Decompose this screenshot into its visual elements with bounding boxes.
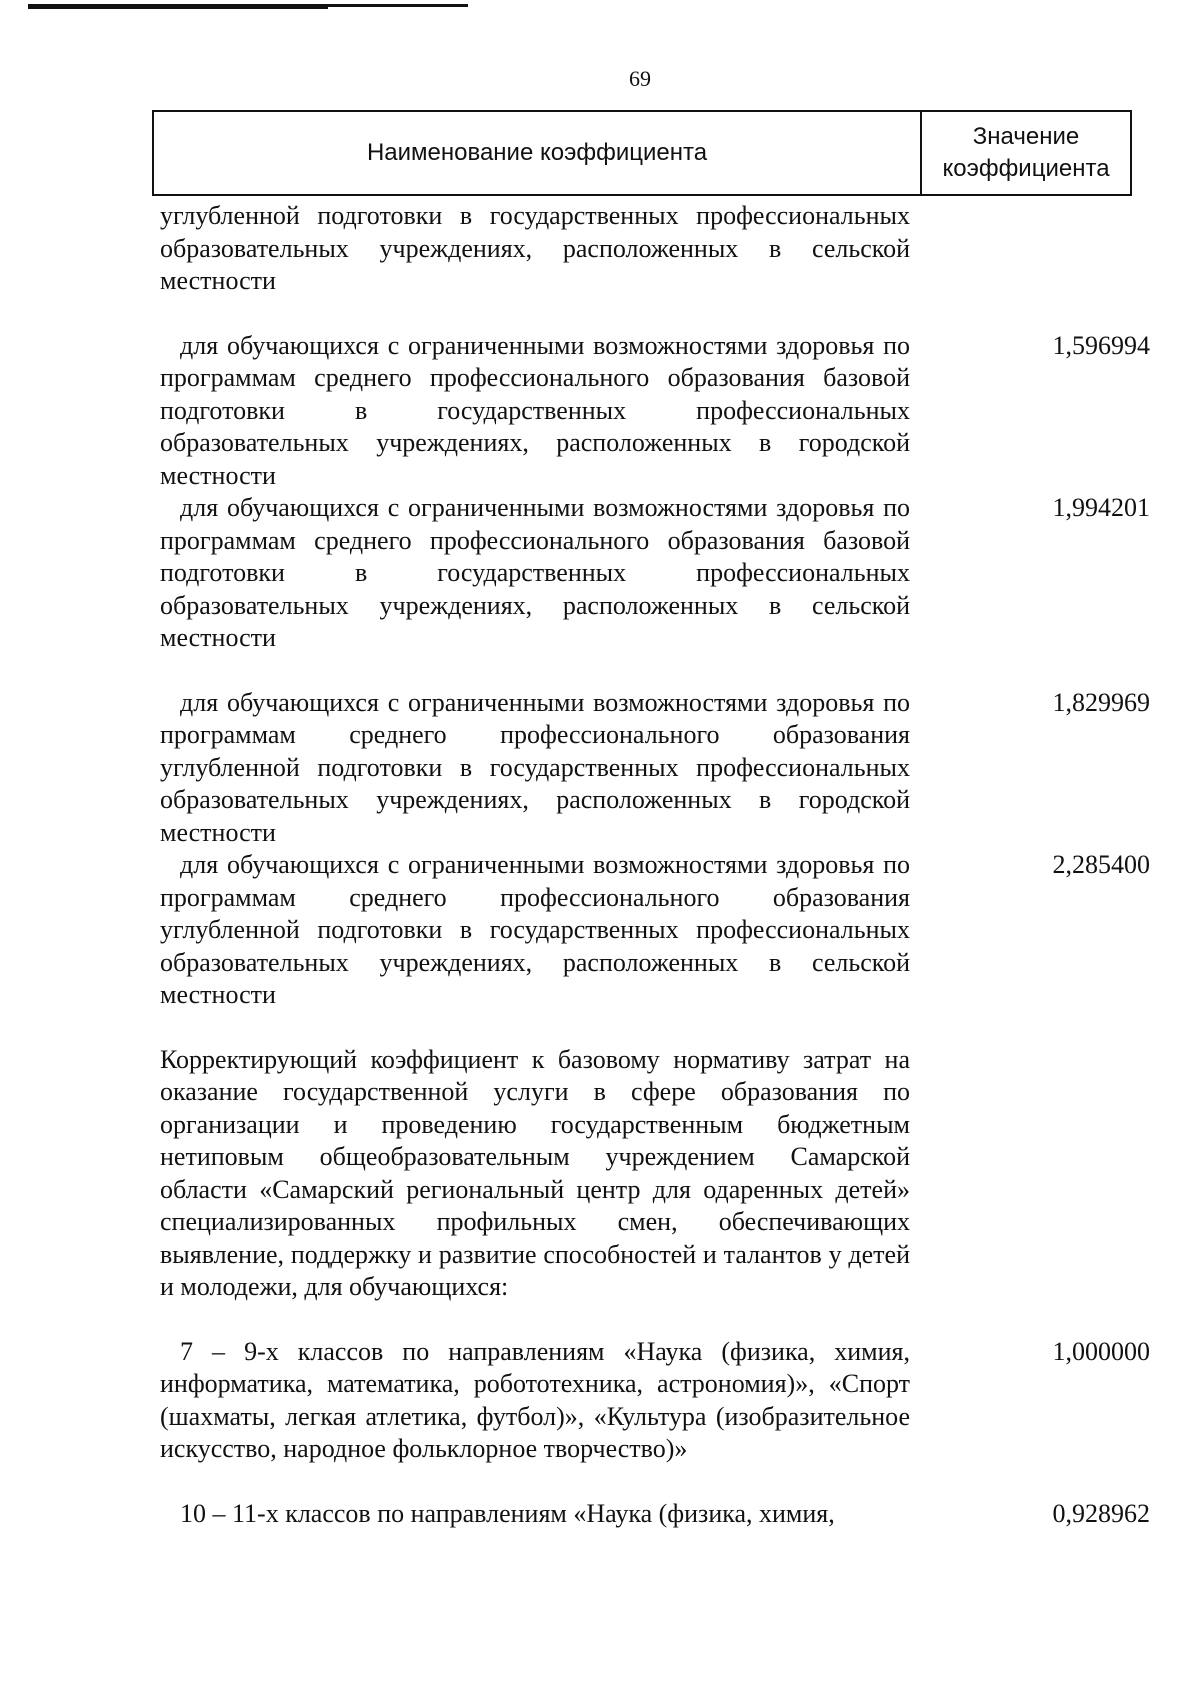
table-row <box>160 849 1160 1012</box>
row-value: 1,596994 <box>1052 330 1150 360</box>
row-value: 2,285400 <box>1052 850 1150 879</box>
table-row <box>160 1498 1160 1531</box>
row-value: 1,829969 <box>1052 687 1150 717</box>
header-value-column <box>922 112 1130 194</box>
section-paragraph: Корректирующий коэффициент к базовому нормативу затрат на оказание государственной услуги в сфере образования по организации и проведению государственным бюджетным нетиповым общеобразовательным учреждением Самарской области «Самарский региональный центр для одаренных детей» специализированных профильных смен, обеспечивающих выявление, поддержку и развитие способностей и талантов у детей и молодежи, для обучающихся: <box>160 1044 910 1301</box>
row-value: 1,000000 <box>1052 1336 1150 1366</box>
table-header <box>152 110 1132 196</box>
header-name-column: Наименование коэффициента <box>154 112 922 194</box>
row-value <box>910 200 1150 298</box>
table-row <box>160 1336 1160 1466</box>
row-description: 7 – 9-х классов по направлениям «Наука (физика, химия, информатика, математика, робототехника, астрономия)», «Спорт (шахматы, легкая атлетика, футбол)», «Культура (изобразительное искусство, народное фольклорное творчество)» <box>160 1336 910 1463</box>
row-description: для обучающихся с ограниченными возможностями здоровья по программам среднего профессионального образования углубленной подготовки в государственных профессиональных образовательных учреждениях, расположенных в городской местности <box>160 687 910 847</box>
row-description: для обучающихся с ограниченными возможностями здоровья по программам среднего профессионального образования углубленной подготовки в государственных профессиональных образовательных учреждениях, расположенных в сельской местности <box>160 850 910 1009</box>
header-value-line1: Значение <box>972 123 1080 150</box>
row-description: для обучающихся с ограниченными возможностями здоровья по программам среднего профессионального образования базовой подготовки в государственных профессиональных образовательных учреждениях, расположенных в городской местности <box>160 330 910 490</box>
row-description: 10 – 11-х классов по направлениям «Наука (физика, химия, <box>180 1498 835 1528</box>
table-row <box>160 492 1160 655</box>
row-value: 1,994201 <box>1052 493 1150 522</box>
table-row <box>160 330 1160 493</box>
header-value-line2: коэффициента <box>942 155 1110 182</box>
page-number: 69 <box>629 66 651 91</box>
row-description: для обучающихся с ограниченными возможностями здоровья по программам среднего профессионального образования базовой подготовки в государственных профессиональных образовательных учреждениях, расположенных в сельской местности <box>160 493 910 652</box>
table-row <box>160 200 1160 298</box>
document-body <box>160 200 1160 1530</box>
row-description: углубленной подготовки в государственных профессиональных образовательных учреждениях, расположенных в сельской местности <box>160 201 910 295</box>
row-value: 0,928962 <box>1052 1498 1150 1528</box>
table-row <box>160 687 1160 850</box>
top-rule <box>28 4 468 9</box>
